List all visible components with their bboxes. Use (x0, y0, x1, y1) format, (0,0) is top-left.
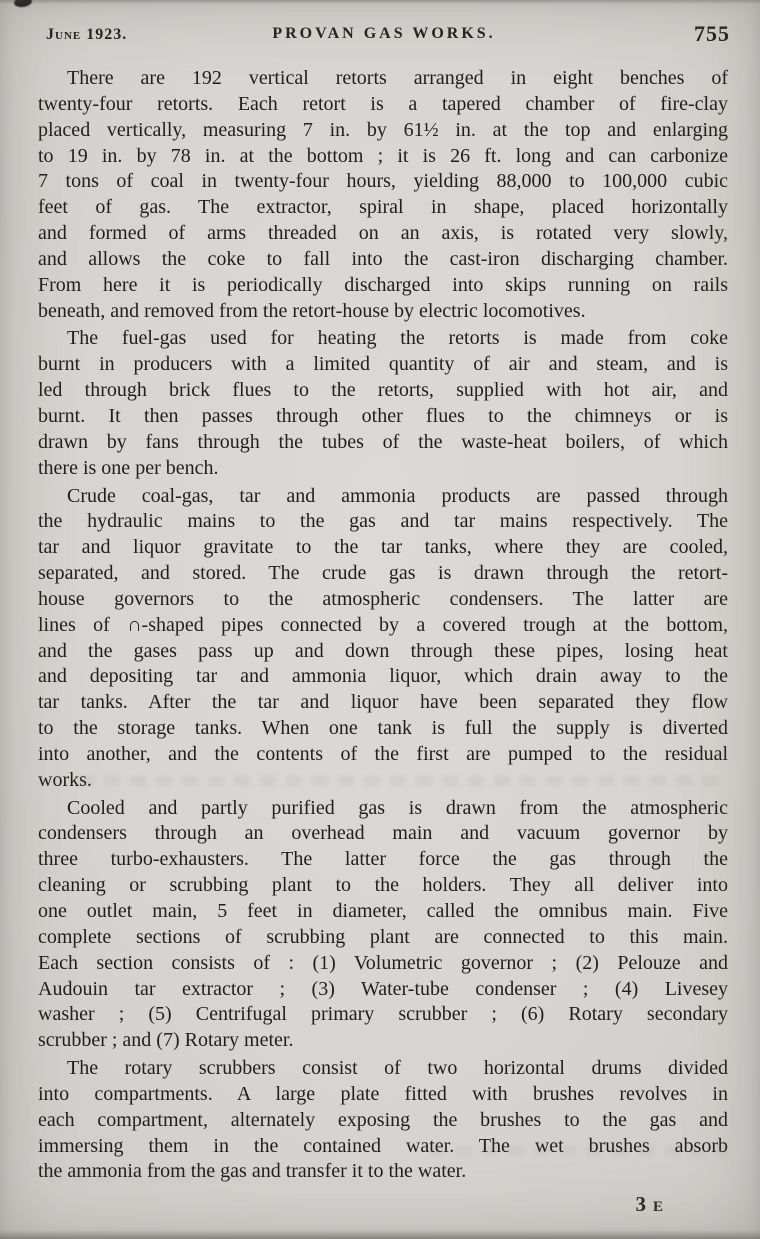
header-date: June 1923. (46, 26, 128, 43)
text-line: burnt. It then passes through other flues to the chimneys or is (38, 404, 728, 427)
text-line: burnt in producers with a limited quantity of air and steam, and is (38, 353, 728, 376)
text-line: placed vertically, measuring 7 in. by 61½ in. at the top and enlarging (38, 118, 728, 141)
text-line: to 19 in. by 78 in. at the bottom ; it is 26 ft. long and can carbonize (38, 144, 728, 167)
text-line: tar and liquor gravitate to the tar tanks, where they are cooled, (38, 536, 728, 559)
paragraph (38, 796, 728, 1054)
signature-mark (635, 1192, 664, 1217)
text-line: Each section consists of : (1) Volumetric governor ; (2) Pelouze and (38, 951, 728, 974)
text-line: condensers through an overhead main and vacuum governor by (38, 822, 728, 845)
paragraph (38, 66, 728, 324)
signature-letter: E (652, 1199, 664, 1215)
text-line: into another, and the contents of the first are pumped to the residual (38, 742, 728, 765)
text-line: the ammonia from the gas and transfer it to the water. (38, 1160, 467, 1183)
text-line: separated, and stored. The crude gas is drawn through the retort- (38, 562, 728, 585)
text-line: Crude coal-gas, tar and ammonia products are passed through (67, 484, 728, 507)
text-line: and allows the coke to fall into the cast-iron discharging chamber. (38, 247, 728, 270)
text-line: complete sections of scrubbing plant are connected to this main. (38, 925, 728, 948)
text-line: Cooled and partly purified gas is drawn from the atmospheric (67, 796, 728, 819)
text-line: The fuel-gas used for heating the retorts is made from coke (67, 327, 728, 350)
text-line: the hydraulic mains to the gas and tar mains respectively. The (38, 510, 728, 533)
text-line: From here it is periodically discharged into skips running on rails (38, 273, 728, 296)
text-line: each compartment, alternately exposing the brushes to the gas and (38, 1108, 728, 1131)
text-line: there is one per bench. (38, 456, 219, 479)
text-line: cleaning or scrubbing plant to the holders. They all deliver into (38, 874, 728, 897)
text-line: and the gases pass up and down through these pipes, losing heat (38, 639, 728, 662)
text-line: 7 tons of coal in twenty-four hours, yielding 88,000 to 100,000 cubic (38, 170, 728, 193)
text-line: feet of gas. The extractor, spiral in shape, placed horizontally (38, 196, 728, 219)
text-line: into compartments. A large plate fitted with brushes revolves in (38, 1082, 728, 1105)
text-line: tar tanks. After the tar and liquor have been separated they flow (38, 691, 728, 714)
signature-number: 3 (635, 1192, 646, 1216)
header-title: PROVAN GAS WORKS. (272, 25, 496, 42)
scan-corner-artifact (13, 0, 32, 8)
page-header (38, 23, 730, 47)
text-line: twenty-four retorts. Each retort is a tapered chamber of fire-clay (38, 92, 728, 115)
text-line: one outlet main, 5 feet in diameter, called the omnibus main. Five (38, 900, 728, 922)
page-body (38, 66, 728, 1187)
text-line: The rotary scrubbers consist of two horizontal drums divided (67, 1057, 728, 1080)
paragraph (38, 1056, 728, 1185)
text-line: immersing them in the contained water. The wet brushes absorb (38, 1134, 728, 1157)
header-page-number: 755 (694, 21, 730, 46)
text-line: beneath, and removed from the retort-house by electric locomotives. (38, 299, 586, 322)
paragraph (38, 484, 728, 794)
scan-bottom-edge-shadow (0, 1230, 760, 1239)
text-line: drawn by fans through the tubes of the waste-heat boilers, of which (38, 430, 728, 453)
text-line: to the storage tanks. When one tank is full the supply is diverted (38, 717, 728, 740)
text-line: and depositing tar and ammonia liquor, which drain away to the (38, 665, 728, 688)
text-line: led through brick flues to the retorts, supplied with hot air, and (38, 379, 728, 402)
paragraph (38, 326, 728, 481)
text-line: lines of ∩-shaped pipes connected by a covered trough at the bottom, (38, 613, 728, 636)
text-line: washer ; (5) Centrifugal primary scrubber ; (6) Rotary secondary (38, 1003, 728, 1026)
text-line: works. (38, 768, 92, 791)
scan-top-edge-shadow (0, 0, 760, 4)
text-line: scrubber ; and (7) Rotary meter. (38, 1029, 294, 1052)
text-line: and formed of arms threaded on an axis, is rotated very slowly, (38, 222, 728, 245)
text-line: house governors to the atmospheric condensers. The latter are (38, 587, 728, 610)
text-line: Audouin tar extractor ; (3) Water-tube condenser ; (4) Livesey (38, 977, 728, 1000)
text-line: There are 192 vertical retorts arranged in eight benches of (67, 67, 728, 89)
text-line: three turbo-exhausters. The latter force the gas through the (38, 848, 728, 871)
